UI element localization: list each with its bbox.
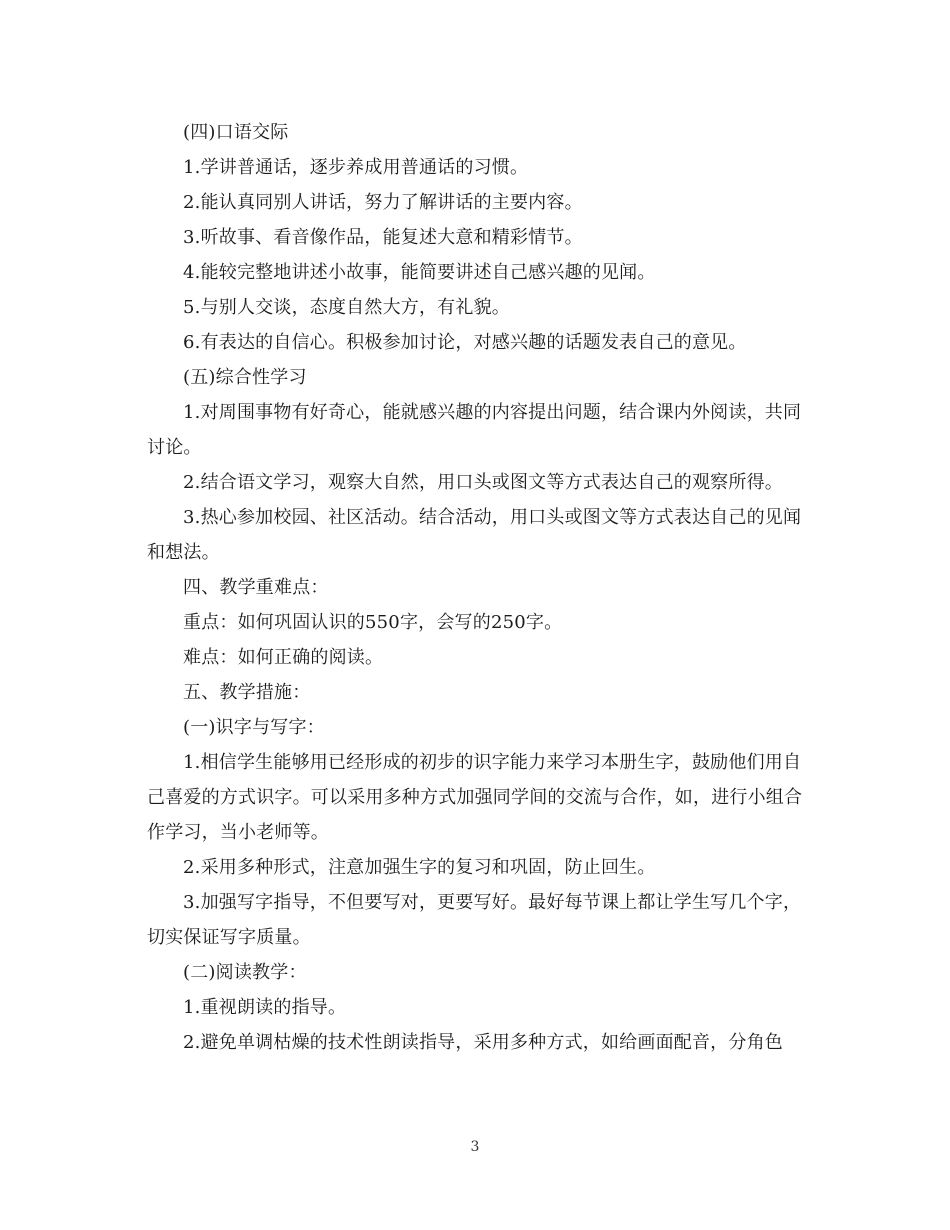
page-number: 3: [470, 1139, 480, 1155]
paragraph: 2.采用多种形式，注意加强生字的复习和巩固，防止回生。: [183, 857, 656, 878]
section-heading-integrated-learning: (五)综合性学习: [183, 367, 307, 388]
section-heading-literacy-writing: (一)识字与写字：: [183, 717, 325, 738]
paragraph: 2.避免单调枯燥的技术性朗读指导，采用多种方式，如给画面配音，分角色: [183, 1032, 783, 1053]
document-body: [147, 115, 807, 1060]
paragraph: 重点：如何巩固认识的550字，会写的250字。: [183, 612, 563, 633]
paragraph: 1.对周围事物有好奇心，能就感兴趣的内容提出问题，结合课内外阅读，共同讨论。: [147, 402, 802, 458]
paragraph: 1.重视朗读的指导。: [183, 997, 347, 1018]
section-heading-key-difficulties: 四、教学重难点：: [183, 577, 329, 598]
paragraph: 3.加强写字指导，不但要写对，更要写好。最好每节课上都让学生写几个字，切实保证写字质量。: [147, 892, 802, 948]
paragraph: 难点：如何正确的阅读。: [183, 647, 384, 668]
paragraph: 6.有表达的自信心。积极参加讨论，对感兴趣的话题发表自己的意见。: [183, 332, 747, 353]
paragraph: 3.热心参加校园、社区活动。结合活动，用口头或图文等方式表达自己的见闻和想法。: [147, 507, 802, 563]
section-heading-oral-communication: (四)口语交际: [183, 122, 289, 143]
paragraph: 4.能较完整地讲述小故事，能简要讲述自己感兴趣的见闻。: [183, 262, 656, 283]
paragraph: 2.能认真同别人讲话，努力了解讲话的主要内容。: [183, 192, 583, 213]
section-heading-teaching-measures: 五、教学措施：: [183, 682, 311, 703]
paragraph: 3.听故事、看音像作品，能复述大意和精彩情节。: [183, 227, 583, 248]
paragraph: 1.学讲普通话，逐步养成用普通话的习惯。: [183, 157, 529, 178]
paragraph: 5.与别人交谈，态度自然大方，有礼貌。: [183, 297, 510, 318]
section-heading-reading-teaching: (二)阅读教学：: [183, 962, 307, 983]
paragraph: 1.相信学生能够用已经形成的初步的识字能力来学习本册生字，鼓励他们用自己喜爱的方式识字。可以采用多种方式加强同学间的交流与合作，如，进行小组合作学习，当小老师等。: [147, 752, 803, 843]
paragraph: 2.结合语文学习，观察大自然，用口头或图文等方式表达自己的观察所得。: [183, 472, 783, 493]
